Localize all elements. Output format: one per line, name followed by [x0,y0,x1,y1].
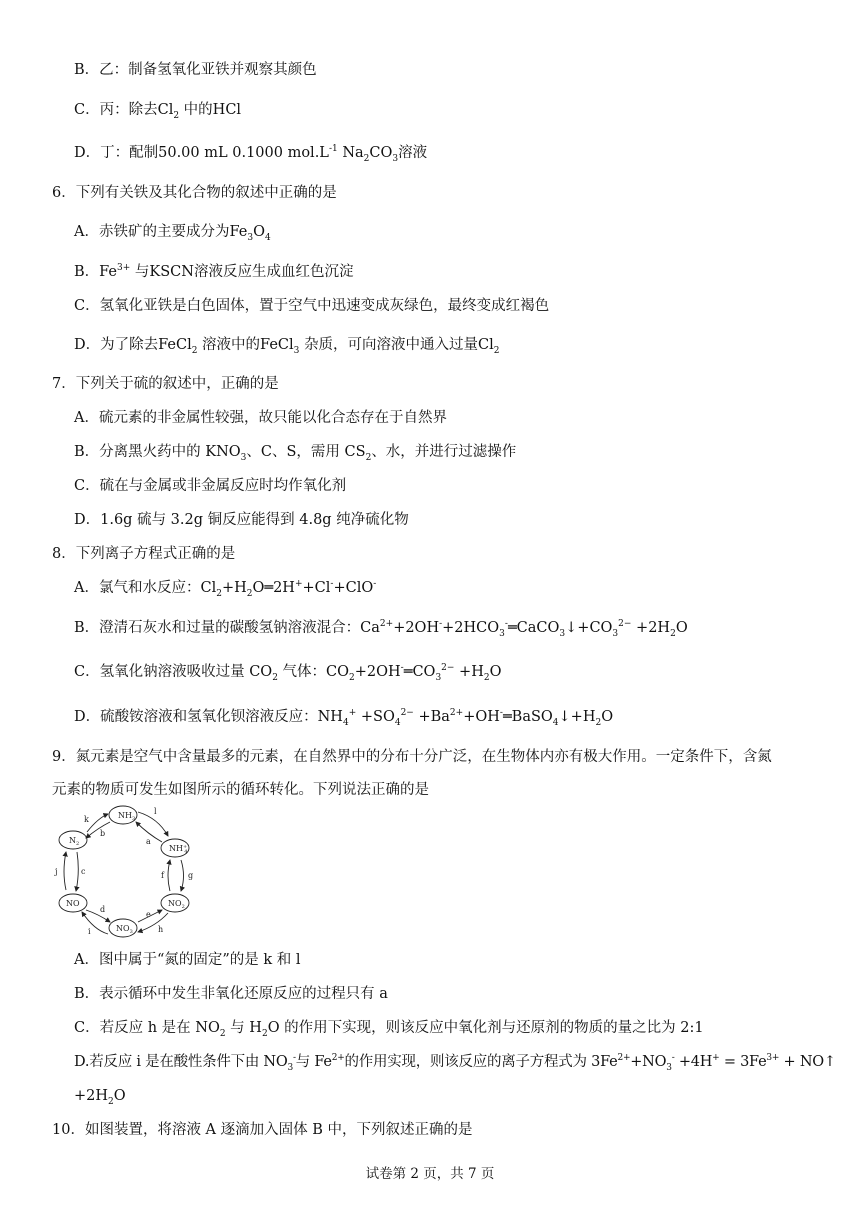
q8-stem: 8．下列离子方程式正确的是 [52,546,236,562]
q7-option-c: C．硫在与金属或非金属反应时均作氧化剂 [74,478,347,494]
label-e: e [146,910,151,919]
q8-option-b: B．澄清石灰水和过量的碳酸氢钠溶液混合：$Ca^{2+}+2OH^-+2HCO_3^-═CaCO_3↓+CO_3^{2-} +2H_2O$ [74,619,688,639]
label-k: k [84,815,89,824]
arrow-d [86,910,110,922]
q8-option-d: D．硫酸铵溶液和氢氧化钡溶液反应：$NH_4^+ +SO_4^{2-}$ $+Ba^{2+}+OH^-═BaSO_4↓+H_2O$ [74,708,614,728]
arrow-f [168,860,170,891]
label-l: l [154,807,157,816]
q5-option-c: C．丙：除去$Cl_2$ 中的HCl [74,102,242,121]
arrow-i [82,912,108,934]
arrow-g [181,860,184,891]
q9-stem-line2: 元素的物质可发生如图所示的循环转化。下列说法正确的是 [52,782,429,798]
arrow-c [76,852,78,891]
page-footer: 试卷第 2 页，共 7 页 [365,1166,495,1182]
node-no2-label: $NO_2$ [168,899,185,910]
q5-option-d: D．丁：配制50.00 mL 0.1000 $mol.L^{-1}$ $Na_2CO_3$溶液 [74,144,428,164]
label-f: f [161,871,164,880]
q9-option-a: A．图中属于“氮的固定”的是 k 和 l [74,952,301,968]
label-d: d [100,905,106,914]
q9-stem-line1: 9．氮元素是空气中含量最多的元素，在自然界中的分布十分广泛，在生物体内亦有极大作用。一定条件下，含氮 [52,749,772,765]
nitrogen-cycle-diagram [50,800,200,940]
arrow-l [138,812,168,836]
arrow-b [86,822,110,838]
node-no-label: NO [66,899,80,908]
q7-option-b: B．分离黑火药中的 $KNO_3$、C、S，需用 $CS_2$、水，并进行过滤操作 [74,444,517,463]
arrow-j [64,852,66,890]
q9-option-d-continued: $+2H_2O$ [74,1088,126,1107]
q7-option-a: A．硫元素的非金属性较强，故只能以化合态存在于自然界 [74,410,447,426]
q6-option-d: D．为了除去FeCl$_2$ 溶液中的FeCl$_3$ 杂质，可向溶液中通入过量$Cl_2$ [74,337,500,356]
node-nh3-label: $NH_3$ [118,811,136,822]
node-n2-label: $N_2$ [69,836,80,847]
node-nh4-label: NH+ 4 [169,844,188,855]
q8-option-a: A．氯气和水反应：$Cl_2+H_2O═2H^++Cl^-+ClO^-$ [74,579,377,599]
label-a: a [146,837,151,846]
q9-option-d: D.若反应 i 是在酸性条件下由 $NO_3^-$与 $Fe^{2+}$的作用实现，则该反应的离子方程式为 $3Fe^{2+}+NO_3^- +4H^+ = 3Fe^{3+}$ + NO↑ [74,1053,836,1073]
label-j: j [55,867,58,876]
arrow-h [138,913,168,932]
q5-option-b: B．乙：制备氢氧化亚铁并观察其颜色 [74,62,317,78]
label-g: g [188,871,194,880]
q9-option-b: B．表示循环中发生非氧化还原反应的过程只有 a [74,986,388,1002]
q6-stem: 6．下列有关铁及其化合物的叙述中正确的是 [52,185,337,201]
label-b: b [100,829,106,838]
q9-option-c: C．若反应 h 是在 $NO_2$ 与 $H_2O$ 的作用下实现，则该反应中氧化剂与还原剂的物质的量之比为 2:1 [74,1020,704,1039]
q7-option-d: D．1.6g 硫与 3.2g 铜反应能得到 4.8g 纯净硫化物 [74,512,409,528]
node-no3-label: $NO_3$ [116,924,133,935]
q6-option-c: C．氢氧化亚铁是白色固体，置于空气中迅速变成灰绿色，最终变成红褐色 [74,298,550,314]
q6-option-a: A．赤铁矿的主要成分为$Fe_3O_4$ [74,224,271,243]
label-i: i [88,927,91,936]
label-c: c [81,867,86,876]
label-h: h [158,925,164,934]
q8-option-c: C．氢氧化钠溶液吸收过量 $CO_2$ 气体：$CO_2+2OH^-═CO_3^{2-} +H_2O$ [74,663,502,683]
q7-stem: 7．下列关于硫的叙述中，正确的是 [52,376,279,392]
q6-option-b: B．$Fe^{3+}$ 与KSCN溶液反应生成血红色沉淀 [74,263,354,280]
q10-stem: 10．如图装置，将溶液 A 逐滴加入固体 B 中，下列叙述正确的是 [52,1122,473,1138]
